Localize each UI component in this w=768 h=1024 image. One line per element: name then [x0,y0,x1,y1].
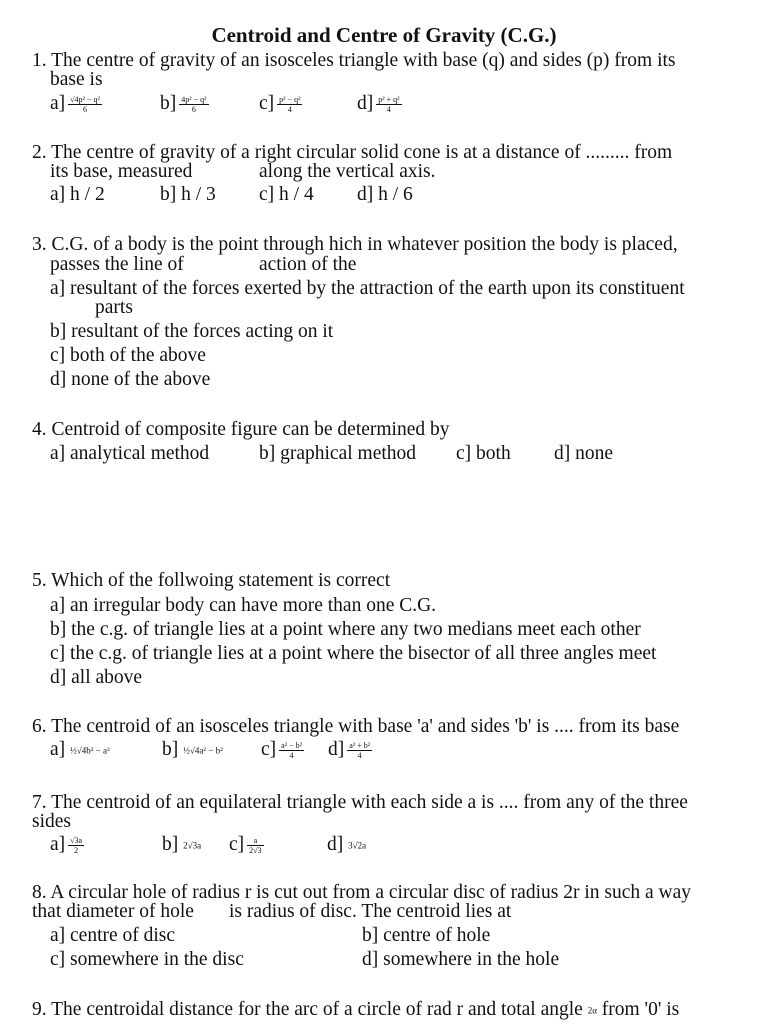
question-3-text-cont-a: passes the line of [50,254,184,275]
option-b: b] the c.g. of triangle lies at a point where any two medians meet each other [50,619,641,640]
question-7-text-cont: sides [32,811,71,832]
option-b: b] h / 3 [160,184,216,205]
question-5-text: 5. Which of the follwoing statement is correct [32,570,391,591]
option-b: b] 2√3a [162,834,202,855]
option-b: b] ½√4a² − b² [162,739,223,760]
question-6-text: 6. The centroid of an isosceles triangle with base 'a' and sides 'b' is .... from its base [32,716,680,737]
option-d: d] none [554,443,614,464]
question-1-options [0,92,768,122]
option-b: b] resultant of the forces acting on it [50,321,334,342]
question-2-text-cont-b: along the vertical axis. [259,161,436,182]
option-a: a] analytical method [50,443,210,464]
option-a: a] ½√4b² − a² [50,739,110,760]
option-a: a] centre of disc [50,925,176,946]
question-1-text: 1. The centre of gravity of an isosceles triangle with base (q) and sides (p) from its [32,50,676,71]
question-4-text: 4. Centroid of composite figure can be determined by [32,419,450,440]
page-title: Centroid and Centre of Gravity (C.G.) [211,23,557,47]
option-c: c] the c.g. of triangle lies at a point where the bisector of all three angles meet [50,643,657,664]
option-a: a] an irregular body can have more than one C.G. [50,595,437,616]
option-c: c] $\frac{\text{a² − b²}}{4}$ [261,739,303,761]
option-b: b] graphical method [259,443,417,464]
option-b: b] $\frac{\text{4p² − q²}}{6}$ [160,93,207,115]
question-2-text: 2. The centre of gravity of a right circular solid cone is at a distance of ......... from [32,142,673,163]
option-a-cont: parts [95,297,133,318]
option-c: c] somewhere in the disc [50,949,244,970]
option-c: c] both of the above [50,345,206,366]
option-a: a] $\frac{\text{√4p² − q²}}{6}$ [50,93,100,115]
question-6-options [0,738,768,768]
option-c: c] $\frac{a}{2√3}$ [229,834,262,856]
angle-symbol: 2α [587,1005,597,1016]
question-1-text-cont: base is [50,69,103,90]
option-d: d] $\frac{\text{a² + b²}}{4}$ [328,739,371,761]
question-9-text: 9. The centroidal distance for the arc of a circle of rad r and total angle 2α from '0' is [32,999,680,1020]
option-d: d] h / 6 [357,184,413,205]
option-d: d] $\frac{\text{p² + q²}}{4}$ [357,93,400,115]
option-b: b] centre of hole [362,925,491,946]
question-7-text: 7. The centroid of an equilateral triangle with each side a is .... from any of the three [32,792,688,813]
option-a: a] resultant of the forces exerted by the attraction of the earth upon its constituent [50,278,685,299]
option-a: a] $\frac{√3a}{2}$ [50,834,83,856]
question-3-text-cont-b: action of the [259,254,357,275]
option-a: a] h / 2 [50,184,105,205]
option-c: c] $\frac{\text{p² − q²}}{4}$ [259,93,301,115]
question-8-text-cont-b: is radius of disc. The centroid lies at [229,901,512,922]
option-d: d] 3√2a [327,834,367,855]
question-8-text-cont-a: that diameter of hole [32,901,194,922]
question-7-options [0,833,768,863]
question-8-text: 8. A circular hole of radius r is cut out from a circular disc of radius 2r in such a way [32,882,692,903]
question-3-text: 3. C.G. of a body is the point through hich in whatever position the body is placed, [32,234,678,255]
option-d: d] somewhere in the hole [362,949,560,970]
question-2-text-cont-a: its base, measured [50,161,193,182]
option-d: d] none of the above [50,369,211,390]
option-c: c] both [456,443,511,464]
option-c: c] h / 4 [259,184,314,205]
option-d: d] all above [50,667,143,688]
